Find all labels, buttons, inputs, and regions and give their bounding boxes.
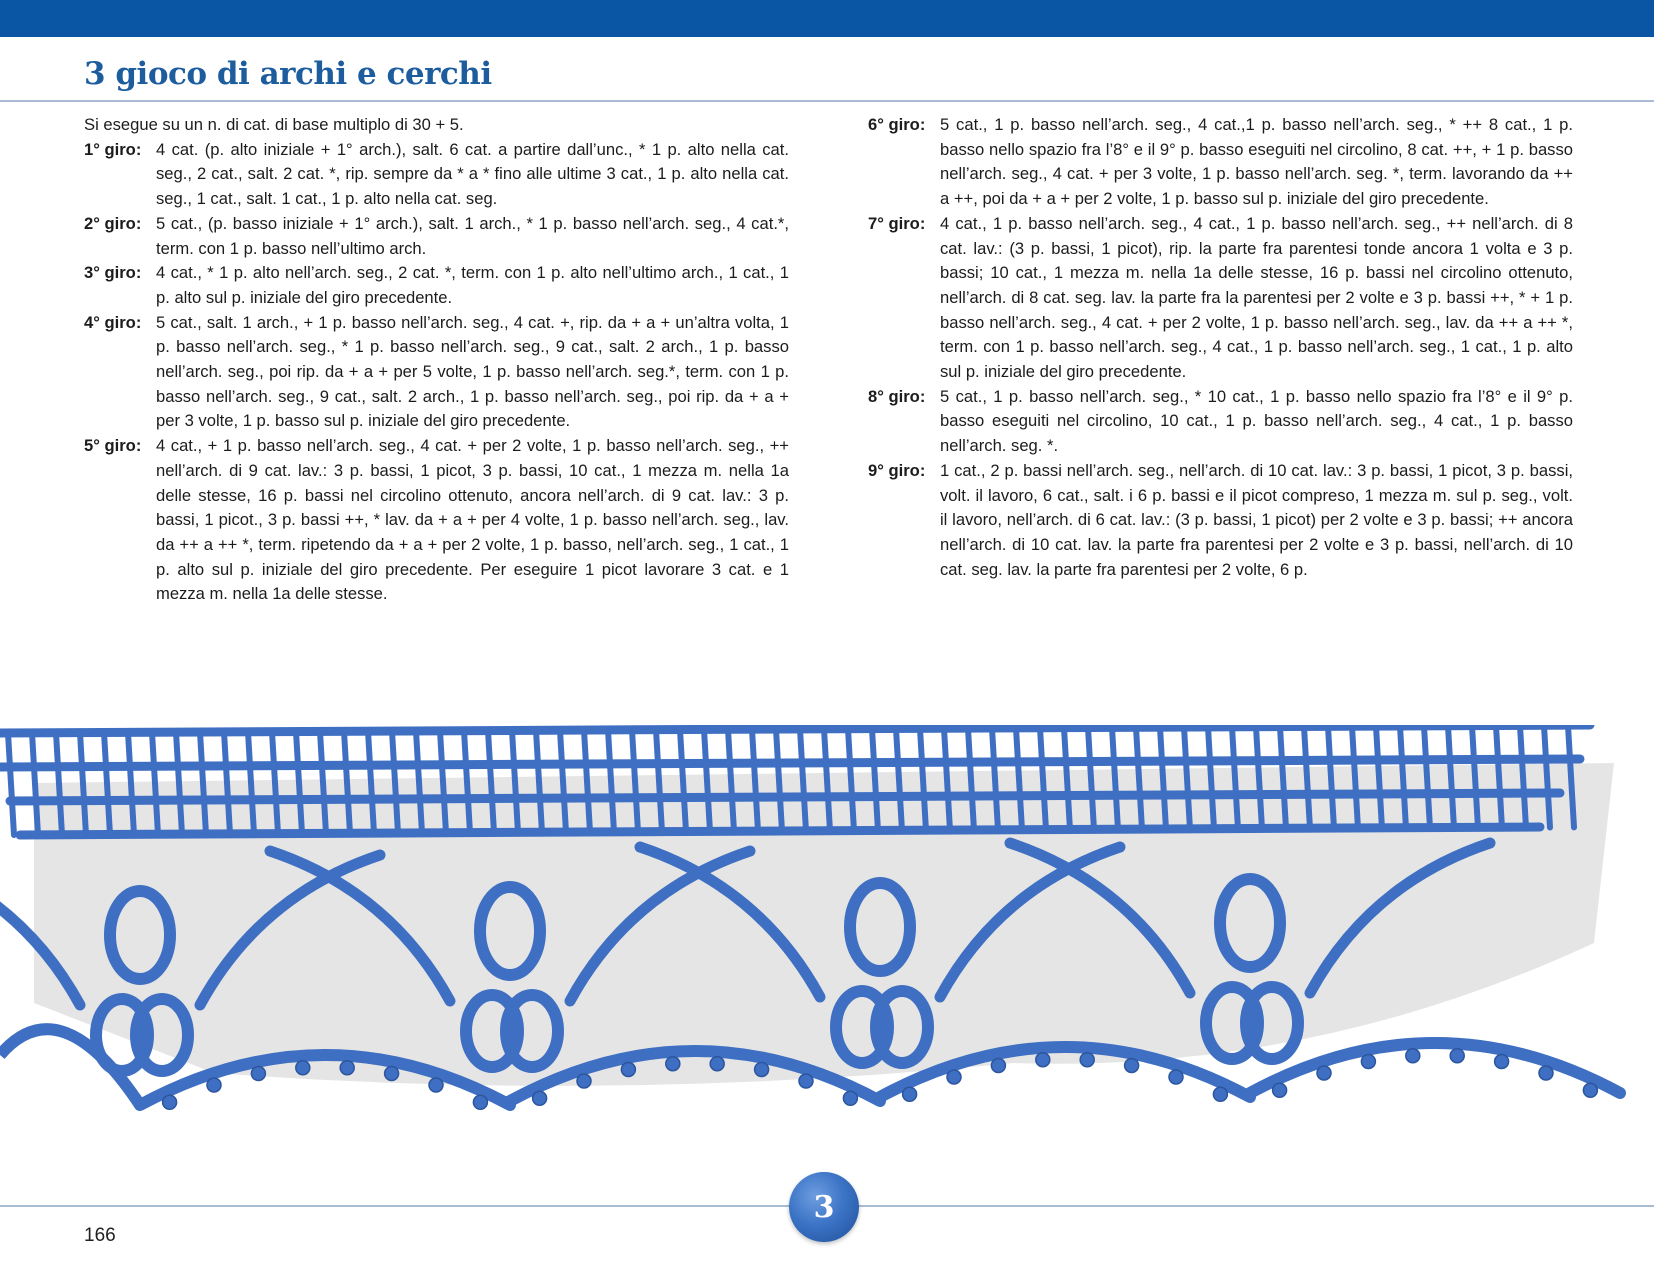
round-1	[84, 138, 789, 212]
round-2	[84, 212, 789, 261]
yarn-ball-badge: 3	[789, 1172, 859, 1242]
round-instructions: 5 cat., 1 p. basso nell’arch. seg., 4 cat.,1 p. basso nell’arch. seg., * ++ 8 cat., 1 p. basso nello spazio fra l’8° e il 9° p. basso eseguiti nel circolino, 8 cat. ++, + 1 p. basso nell’arch. seg., 4 cat. + per 3 volte, 1 p. basso nell’arch. seg. *, term. lavorando da ++ a ++, poi da + a + per 2 volte, 1 p. basso sul p. iniziale del giro precedente.	[940, 115, 1573, 209]
round-label: 5° giro:	[84, 436, 142, 456]
round-7	[868, 212, 1573, 385]
round-label: 7° giro:	[868, 213, 926, 233]
round-6	[868, 113, 1573, 212]
round-label: 9° giro:	[868, 460, 926, 480]
round-instructions: 4 cat. (p. alto iniziale + 1° arch.), salt. 6 cat. a partire dall’unc., * 1 p. alto nella cat. seg., 2 cat., salt. 2 cat. *, rip. sempre da * a * fino alle ultime 3 cat., 1 p. alto nella cat. seg., 1 cat., salt. 1 cat., 1 p. alto nella cat. seg.	[156, 139, 789, 209]
left-column	[84, 113, 789, 607]
round-8	[868, 385, 1573, 459]
round-3	[84, 261, 789, 310]
round-9	[868, 459, 1573, 583]
round-instructions: 1 cat., 2 p. bassi nell’arch. seg., nell’arch. di 10 cat. lav.: 3 p. bassi, 1 picot, 3 p. bassi, volt. il lavoro, 6 cat., salt. i 6 p. bassi e il picot compreso, 1 mezza m. sul p. seg., volt. il lavoro, nell’arch. di 6 cat. lav.: (3 p. bassi, 1 picot) per 2 volte e 3 p. bassi; ++ ancora nell’arch. di 10 cat. lav. la parte fra parentesi per 2 volte e 3 p. bassi, nell’arch. di 10 cat. seg. lav. la parte fra parentesi per 2 volte, 6 p.	[940, 460, 1573, 579]
round-label: 6° giro:	[868, 115, 926, 134]
round-instructions: 5 cat., salt. 1 arch., + 1 p. basso nell’arch. seg., 4 cat. +, rip. da + a + un’altra volta, 1 p. basso nell’arch. seg., * 1 p. basso nell’arch. seg., 9 cat., salt. 2 arch., 1 p. basso nell’arch. seg., poi rip. da + a + per 5 volte, 1 p. basso nell’arch. seg.*, term. con 1 p. basso nell’arch. seg., 9 cat., salt. 2 arch., 1 p. basso nell’arch. seg., poi rip. da + a + per 3 volte, 1 p. basso sul p. iniziale del giro precedente.	[156, 312, 789, 431]
page-title: 3 gioco di archi e cerchi	[84, 56, 492, 92]
round-instructions: 4 cat., + 1 p. basso nell’arch. seg., 4 cat. + per 2 volte, 1 p. basso nell’arch. seg., ++ nell’arch. di 9 cat. lav.: 3 p. bassi, 1 picot, 3 p. bassi, 10 cat., 1 mezza m. nella 1a delle stesse, 16 p. bassi nel circolino ottenuto, ancora nell’arch. di 9 cat. lav.: 3 p. bassi, 1 picot., 3 p. bassi ++, * lav. da + a + per 4 volte, 1 p. basso nell’arch. seg., lav. da ++ a ++ *, term. ripetendo da + a + per 2 volte, 1 p. basso, nell’arch. seg., 1 cat., 1 p. alto sul p. iniziale del giro precedente. Per eseguire 1 picot lavorare 3 cat. e 1 mezza m. nella 1a delle stesse.	[156, 436, 789, 604]
round-instructions: 4 cat., * 1 p. alto nell’arch. seg., 2 cat. *, term. con 1 p. alto nell’ultimo arch., 1 cat., 1 p. alto sul p. iniziale del giro precedente.	[156, 263, 789, 307]
page-number: 166	[84, 1225, 116, 1246]
title-divider	[0, 100, 1654, 102]
round-label: 4° giro:	[84, 312, 142, 332]
round-label: 1° giro:	[84, 139, 142, 159]
round-instructions: 5 cat., 1 p. basso nell’arch. seg., * 10 cat., 1 p. basso nello spazio fra l’8° e il 9° p. basso eseguiti nel circolino, 10 cat., 1 p. basso nell’arch. seg., 4 cat., 1 p. basso nell’arch. seg. *.	[940, 386, 1573, 456]
round-5	[84, 434, 789, 607]
intro-text: Si esegue su un n. di cat. di base multiplo di 30 + 5.	[84, 115, 464, 134]
round-label: 3° giro:	[84, 263, 142, 283]
round-label: 2° giro:	[84, 213, 142, 233]
lace-illustration	[0, 725, 1654, 1165]
right-column	[868, 113, 1573, 582]
top-color-band	[0, 0, 1654, 37]
round-instructions: 5 cat., (p. basso iniziale + 1° arch.), salt. 1 arch., * 1 p. basso nell’arch. seg., 4 cat.*, term. con 1 p. basso nell’ultimo arch.	[156, 213, 789, 258]
round-4	[84, 311, 789, 435]
round-instructions: 4 cat., 1 p. basso nell’arch. seg., 4 cat., 1 p. basso nell’arch. seg., ++ nell’arch. di 8 cat. lav.: (3 p. bassi, 1 picot), rip. la parte fra parentesi tonde ancora 1 volta e 3 p. bassi; 10 cat., 1 mezza m. nella 1a delle stesse, 16 p. bassi nel circolino ottenuto, nell’arch. di 8 cat. seg. lav. la parte fra la parentesi per 2 volte e 3 p. bassi ++, * + 1 p. basso nell’arch. seg., 4 cat. + per 2 volte, 1 p. basso nell’arch. seg., lav. da ++ a ++ *, term. con 1 p. basso nell’arch. seg., 4 cat., 1 p. basso nell’arch. seg., 1 cat., 1 p. alto sul p. iniziale del giro precedente.	[940, 213, 1573, 382]
round-label: 8° giro:	[868, 386, 926, 406]
crochet-lace-photo	[0, 725, 1654, 1165]
